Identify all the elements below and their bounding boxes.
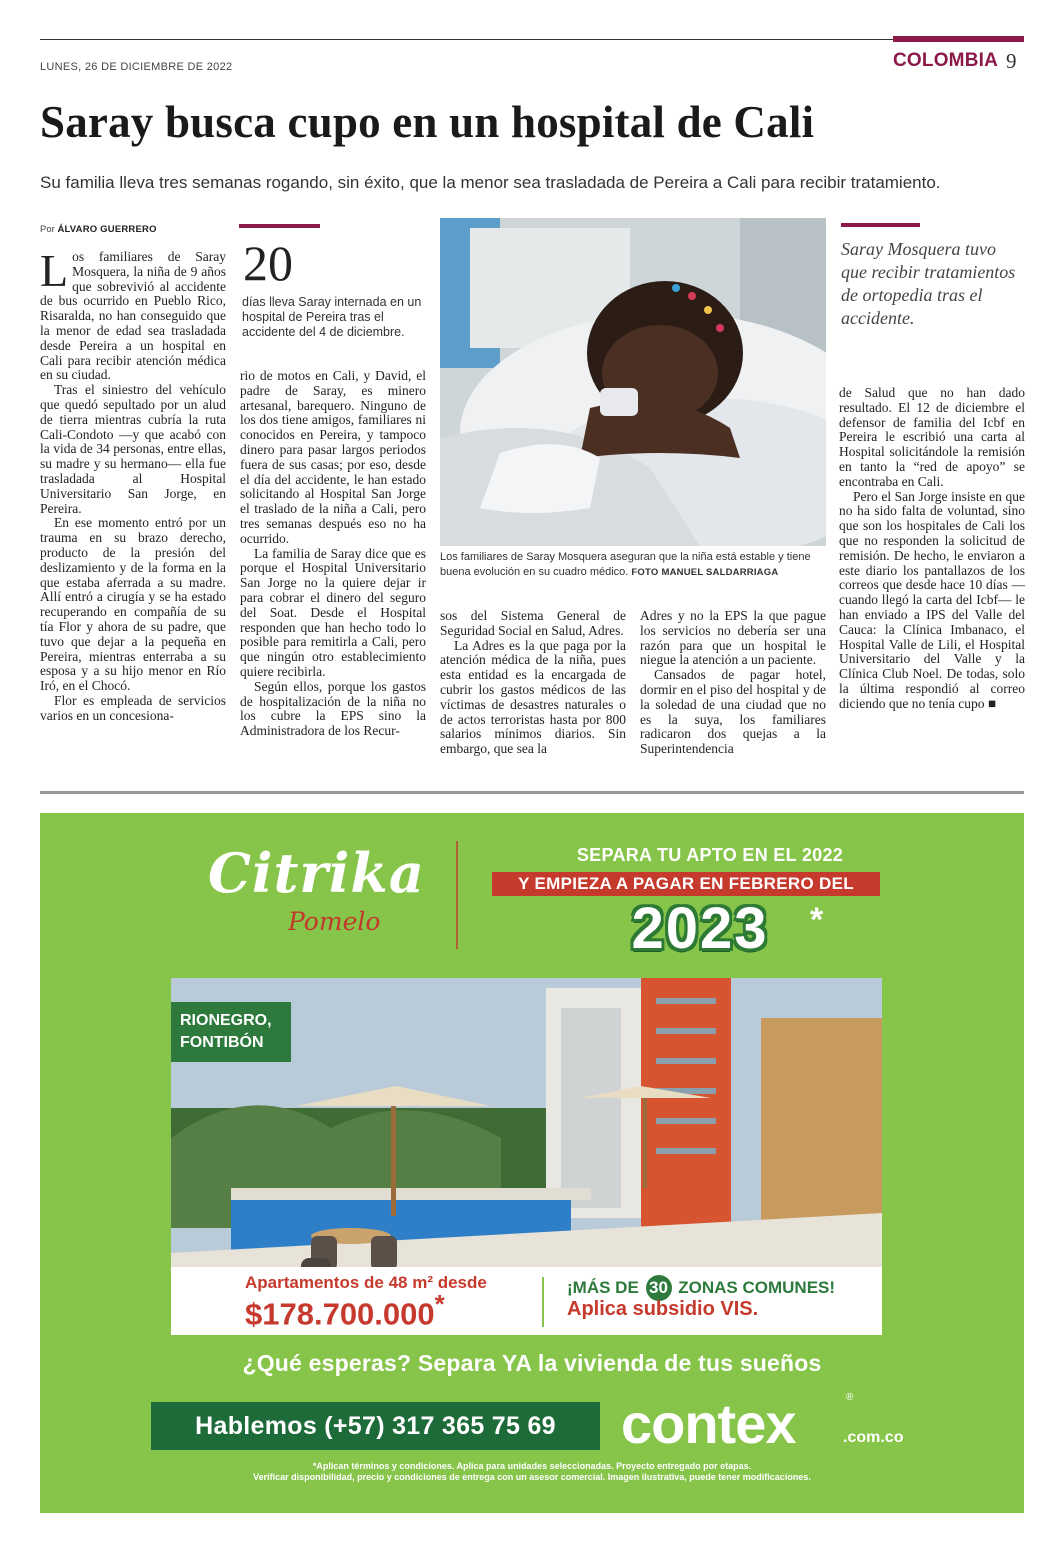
byline-name: ÁLVARO GUERRERO (57, 224, 157, 235)
ad-year-asterisk: * (810, 901, 824, 939)
paragraph: rio de motos en Cali, y David, el padre de Saray, es minero artesanal, barequero. Ninguno de los dos tiene amigos, familiares ni conocidos en Pereira, y tampoco dinero para pasar largos periodos fuera de sus casas; por eso, desde el día del accidente, le han estado solicitando al Hospital San Jorge el traslado de la niña a Cali, pero tres semanas después eso no ha ocurrido. (240, 368, 426, 546)
article-photo (440, 218, 826, 546)
paragraph: En ese momento entró por un trauma en su brazo derecho, producto de la presión del deslizamiento y de la forma en la que estaba aferrada a su madre. Allí entró a cirugía y se ha estado recuperando en compañía de su tía Flor y ahora de su padre, que tuvo que dejar a la pequeña en Pereira, mientras enterraba a su esposa y a su hijo menor en Río Iró, en el Chocó. (40, 515, 226, 694)
stat-accent-bar (239, 224, 320, 228)
zones-post: ZONAS COMUNES! (678, 1278, 836, 1297)
location-line-1: RIONEGRO, (180, 1012, 272, 1029)
company-logo[interactable]: contex (621, 1392, 796, 1455)
paragraph: sos del Sistema General de Seguridad Social en Salud, Adres. (440, 608, 626, 638)
pullquote-accent-bar (841, 223, 920, 227)
disclaimer-line-1: *Aplican términos y condiciones. Aplica para unidades seleccionadas. Proyecto entregado por etapas. (312, 1461, 752, 1471)
paragraph: de Salud que no han dado resultado. El 12 de diciembre el defensor de familia del Icbf en Pereira le escribió una carta al Hospital solicitándole la remisión en tanto la “red de apoyo” se encontraba en Cali. (839, 385, 1025, 489)
paragraph: Flor es empleada de servicios varios en un concesiona- (40, 692, 226, 723)
article-column-5 (839, 386, 1025, 712)
page-number: 9 (1006, 49, 1017, 73)
ad-headline-1: SEPARA TU APTO EN EL 2022 (576, 845, 844, 865)
paragraph-text: Pero el San Jorge insiste en que no ha sido falta de voluntad, sino que son los hospitales de Cali los que no responden la solicitud de remisión. De hecho, le enviaron a este diario los pantallazos de los correos que desde hace 10 días —cuando llegó la carta del Icbf— le han enviado a IPS del Valle del Cauca: la Clínica Imbanaco, el Hospital Valle de Lili, el Hospital Universitario del Valle y la Clínica Club Noel. De todas, solo la última respondió al correo diciendo que no tenía cupo (839, 488, 1025, 711)
section-separator (40, 791, 1024, 794)
price-divider (542, 1277, 544, 1327)
price: $178.700.000 (245, 1296, 435, 1332)
photo-credit-label: FOTO (631, 567, 659, 578)
company-domain[interactable]: .com.co (843, 1429, 904, 1446)
photo-caption (440, 550, 830, 580)
dateline: LUNES, 26 DE DICIEMBRE DE 2022 (40, 61, 233, 73)
section-accent-bar (893, 36, 1024, 42)
location-tag (171, 1002, 291, 1062)
ad-headline-2: Y EMPIEZA A PAGAR EN FEBRERO DEL (492, 872, 880, 896)
end-mark: ■ (987, 695, 996, 711)
headline: Saray busca cupo en un hospital de Cali (40, 97, 815, 147)
article-column-2 (240, 369, 426, 739)
caption-text: Los familiares de Saray Mosquera aseguran que la niña está estable y tiene buena evolución en su cuadro médico. (440, 551, 811, 578)
article-column-1 (40, 245, 226, 724)
paragraph: Tras el siniestro del vehículo que quedó sepultado por un alud de tierra mientras cubría la ruta Cali-Condoto —y que acabó con la vida de 34 personas, entre ellas, su madre y su hermano— ella fue trasladada al Hospital Universitario San Jorge, en Pereira. (40, 382, 226, 516)
drop-cap: L (40, 245, 69, 296)
stat-text: días lleva Saray internada en un hospital de Pereira tras el accidente del 4 de diciembre. (242, 295, 422, 339)
ad-cta: ¿Qué esperas? Separa YA la vivienda de tus sueños (242, 1350, 822, 1376)
subsidy-text: Aplica subsidio VIS. (567, 1298, 759, 1320)
byline (40, 224, 157, 235)
ad-disclaimer (40, 1461, 1024, 1483)
paragraph: Adres y no la EPS la que pague los servicios no debería ser una razón para que un hospital le niegue la atención a un paciente. (640, 608, 826, 668)
paragraph (839, 490, 1025, 712)
article-column-3 (440, 609, 626, 757)
paragraph: Según ellos, porque los gastos de hospitalización de la niña no los cubre la EPS sino la Administradora de los Recur- (240, 678, 426, 739)
section-name: COLOMBIA (893, 50, 999, 71)
pullquote: Saray Mosquera tuvo que recibir tratamientos de ortopedia tras el accidente. (841, 239, 1016, 328)
article-column-4 (640, 609, 826, 757)
brand-logo: Citrika (208, 841, 425, 905)
ad-year: 2023 (631, 896, 769, 961)
stat-number: 20 (243, 235, 293, 291)
price-label: Apartamentos de 48 m² desde (245, 1273, 487, 1292)
company-registered-mark: ® (846, 1392, 854, 1403)
paragraph: La familia de Saray dice que es porque el Hospital Universitario San Jorge no la quiere dejar ir para cobrar el dinero del seguro del Soat. Desde el Hospital responden que han hecho todo lo posible para remitirla a Cali, pero que ningún otro establecimiento quiere recibirla. (240, 545, 426, 679)
paragraph (40, 245, 226, 383)
paragraph-text: os familiares de Saray Mosquera, la niña de 9 años que sobrevivió al accidente de bus ocurrido en Pueblo Rico, Risaralda, no han conseguido que la menor de edad sea trasladada desde Pereira a un hospital en Cali para recibir atención médica en su ciudad. (40, 249, 226, 383)
photo-credit: MANUEL SALDARRIAGA (661, 567, 779, 578)
byline-prefix: Por (40, 224, 55, 235)
photo-illustration (440, 218, 826, 546)
paragraph: La Adres es la que paga por la atención médica de la niña, pues esta entidad es la encargada de cubrir los gastos médicos de las víctimas de desastres naturales o de actos terroristas hasta por 800 salarios mínimos diarios. Sin embargo, que sea la (440, 637, 626, 757)
location-line-2: FONTIBÓN (180, 1034, 264, 1051)
price-asterisk: * (434, 1291, 445, 1319)
disclaimer-line-2: Verificar disponibilidad, precio y condiciones de entrega con un asesor comercial. Imagen ilustrativa, puede tener modificaciones. (253, 1472, 811, 1482)
phone-button[interactable]: Hablemos (+57) 317 365 75 69 (151, 1402, 600, 1450)
zones-pre: ¡MÁS DE (567, 1278, 639, 1297)
advertisement[interactable] (40, 813, 1024, 1513)
price-value (245, 1291, 445, 1332)
deck: Su familia lleva tres semanas rogando, sin éxito, que la menor sea trasladada de Pereira a Cali para recibir tratamiento. (40, 173, 941, 192)
zones-number: 30 (646, 1275, 672, 1301)
paragraph: Cansados de pagar hotel, dormir en el piso del hospital y de la soledad de una ciudad que no es la suya, los familiares radicaron dos quejas a la Superintendencia (640, 667, 826, 757)
brand-sub: Pomelo (288, 907, 381, 936)
header-rule (40, 39, 1024, 40)
ad-divider (456, 841, 458, 949)
